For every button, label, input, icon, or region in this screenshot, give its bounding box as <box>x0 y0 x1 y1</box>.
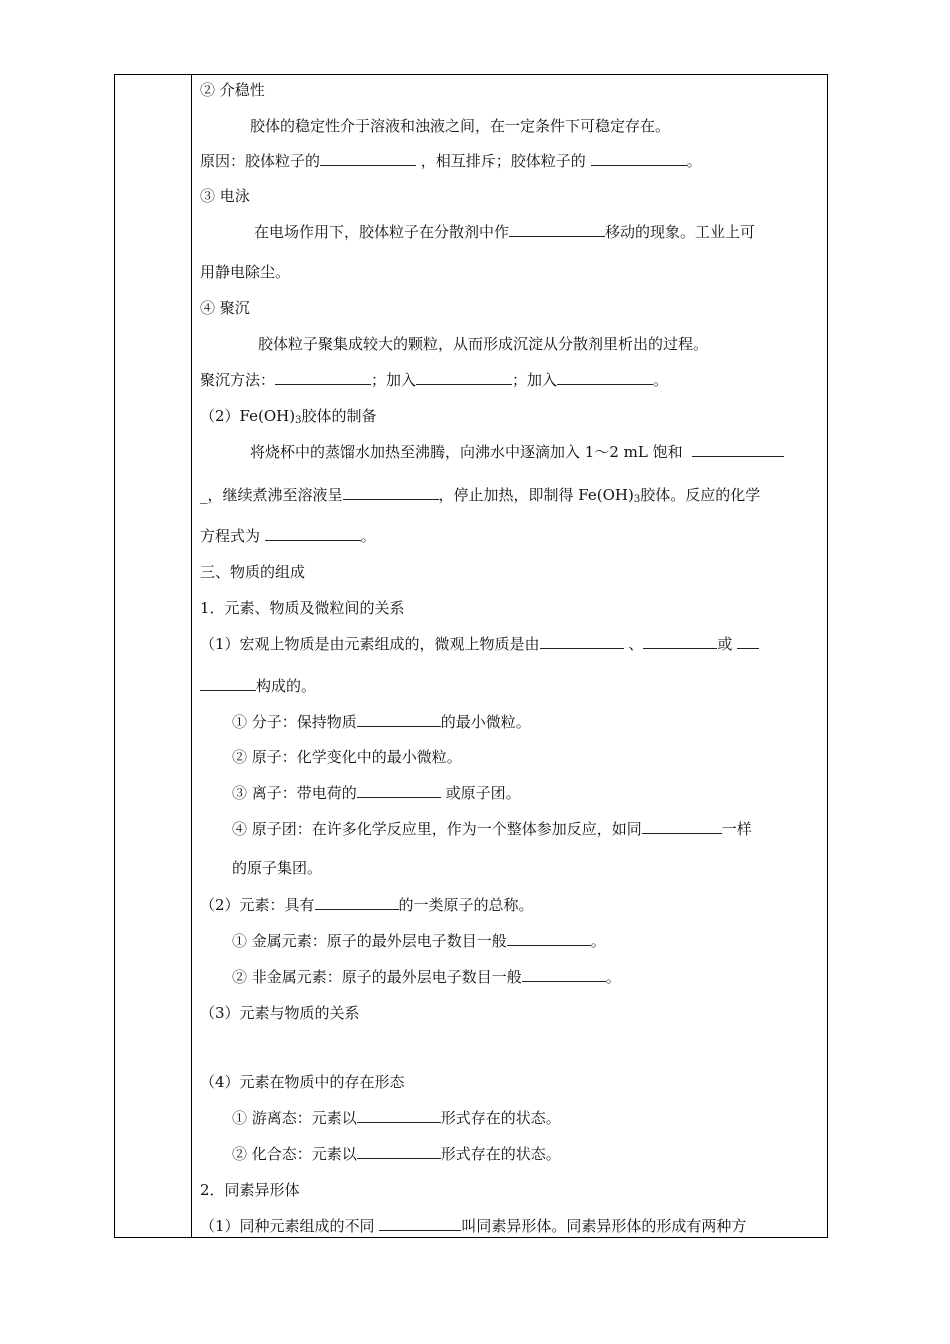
answer-blank[interactable] <box>737 634 759 649</box>
answer-blank[interactable] <box>509 222 605 237</box>
text-line: 的原子集团。 <box>232 859 323 877</box>
answer-blank[interactable] <box>642 819 722 834</box>
text-line: 2．同素异形体 <box>200 1181 300 1199</box>
text-line: 聚沉方法： ；加入 ；加入 。 <box>200 371 669 389</box>
text-line: 胶体的稳定性介于溶液和浊液之间，在一定条件下可稳定存在。 <box>250 117 671 135</box>
text-line: $(2)Fe(OH)_3$胶体的制备 <box>200 407 377 426</box>
answer-blank[interactable] <box>507 931 591 946</box>
text-line: ② 原子：化学变化中的最小微粒。 <box>232 748 462 766</box>
text-line: ② 化合态：元素以 形式存在的状态。 <box>232 1145 561 1163</box>
text-line: ③ 电泳 <box>200 187 250 205</box>
answer-blank[interactable] <box>357 1108 441 1123</box>
text-line: ① 分子：保持物质 的最小微粒。 <box>232 713 531 731</box>
answer-blank[interactable] <box>275 370 371 385</box>
text-line: ④ 聚沉 <box>200 299 250 317</box>
answer-blank[interactable] <box>357 783 441 798</box>
text-line: 将烧杯中的蒸馏水加热至沸腾，向沸水中逐滴加入 1～2 mL 饱和 <box>250 442 784 462</box>
text-line: 三、物质的组成 <box>200 563 306 581</box>
answer-blank[interactable] <box>320 151 416 166</box>
answer-blank[interactable] <box>357 1144 441 1159</box>
text-line: 在电场作用下，胶体粒子在分散剂中作 移动的现象。工业上可 <box>254 223 756 241</box>
answer-blank[interactable] <box>522 967 606 982</box>
text-line: （2）元素：具有 的一类原子的总称。 <box>200 896 534 914</box>
answer-blank[interactable] <box>343 485 439 500</box>
text-line: 1．元素、物质及微粒间的关系 <box>200 599 405 617</box>
table-frame <box>114 74 828 1238</box>
text-line: ② 非金属元素：原子的最外层电子数目一般 。 <box>232 968 621 986</box>
text-line: _，继续煮沸至溶液呈 ，停止加热，即制得 $Fe(OH)_3$胶体。反应的化学 <box>200 486 761 505</box>
text-line: 方程式为 。 <box>200 527 376 545</box>
answer-blank[interactable] <box>315 895 399 910</box>
text-line: （3）元素与物质的关系 <box>200 1004 360 1022</box>
answer-blank[interactable] <box>692 442 784 457</box>
answer-blank[interactable] <box>357 712 441 727</box>
text-line: （1）宏观上物质是由元素组成的，微观上物质是由 、 或 <box>200 634 759 654</box>
text-line: ② 介稳性 <box>200 81 265 99</box>
text-line: 构成的。 <box>200 676 316 696</box>
text-line: （1）同种元素组成的不同 叫同素异形体。同素异形体的形成有两种方 <box>200 1217 747 1235</box>
answer-blank[interactable] <box>416 370 512 385</box>
text-line: 胶体粒子聚集成较大的颗粒，从而形成沉淀从分散剂里析出的过程。 <box>258 335 709 353</box>
answer-blank[interactable] <box>643 634 717 649</box>
text-line: 原因：胶体粒子的 ，相互排斥；胶体粒子的 。 <box>200 152 702 170</box>
answer-blank[interactable] <box>557 370 653 385</box>
text-line: （4）元素在物质中的存在形态 <box>200 1073 405 1091</box>
text-line: ④ 原子团：在许多化学反应里，作为一个整体参加反应，如同 一样 <box>232 820 752 838</box>
text-line: ③ 离子：带电荷的 或原子团。 <box>232 784 521 802</box>
text-line: 用静电除尘。 <box>200 263 291 281</box>
answer-blank[interactable] <box>540 634 624 649</box>
column-divider <box>191 74 192 1238</box>
answer-blank[interactable] <box>591 151 687 166</box>
answer-blank[interactable] <box>200 676 256 691</box>
answer-blank[interactable] <box>379 1216 461 1231</box>
answer-blank[interactable] <box>265 526 361 541</box>
text-line: ① 金属元素：原子的最外层电子数目一般 。 <box>232 932 606 950</box>
text-line: ① 游离态：元素以 形式存在的状态。 <box>232 1109 561 1127</box>
